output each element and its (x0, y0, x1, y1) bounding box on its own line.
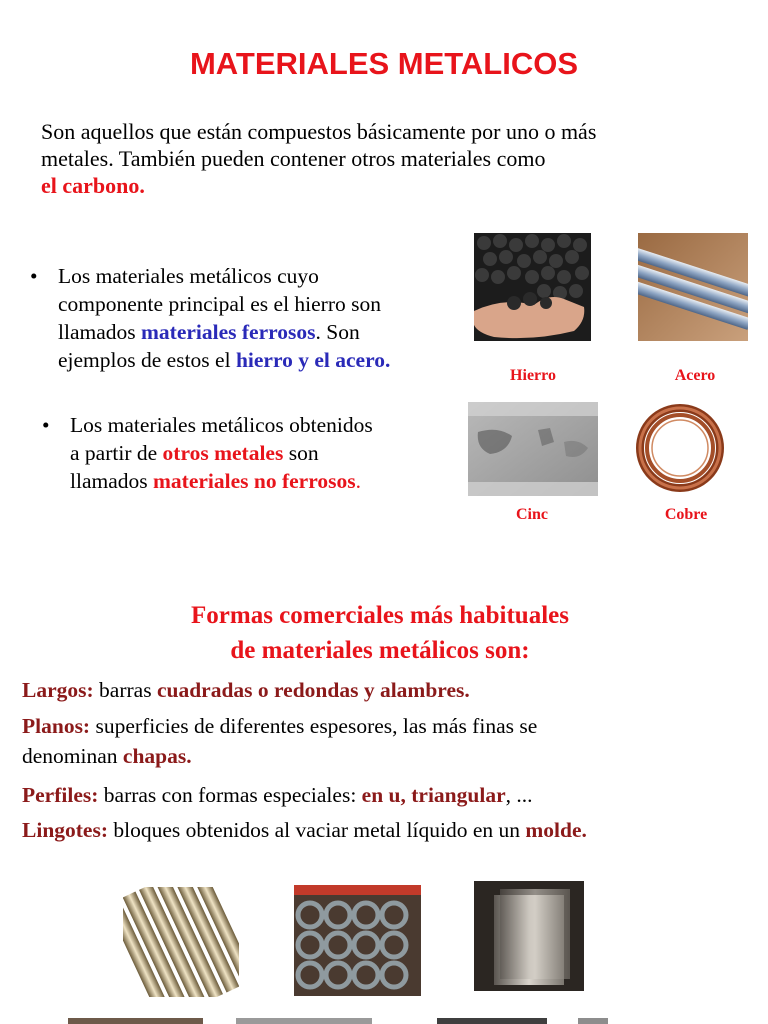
iron-photo (474, 233, 591, 341)
ferrous-term: materiales ferrosos (141, 320, 316, 344)
profiles-photo (236, 1018, 372, 1024)
form-text: superficies de diferentes espesores, las más finas se (90, 714, 538, 738)
bullet-ferrous (30, 262, 468, 374)
bullet-dot: • (30, 264, 38, 288)
tubes-photo (123, 887, 239, 997)
form-label: Planos: (22, 714, 91, 738)
form-row-planos (22, 711, 752, 771)
page-title: MATERIALES METALICOS (189, 46, 579, 81)
extra-photo (578, 1018, 608, 1024)
sheet-metal-photo (474, 881, 584, 991)
form-tail: , ... (505, 783, 533, 807)
form-emphasis: molde. (525, 818, 587, 842)
caption-zinc: Cinc (516, 506, 548, 523)
wire-coils-photo (294, 885, 421, 996)
bullet-ferrous-line-3-post: . Son (315, 320, 360, 344)
caption-steel: Acero (674, 367, 716, 384)
form-row-lingotes (22, 815, 752, 845)
form-row-largos (22, 675, 752, 705)
forms-heading-line-1: Formas comerciales más habituales (191, 602, 569, 629)
bullet-dot: • (42, 413, 50, 437)
caption-iron: Hierro (510, 367, 556, 384)
form-label: Lingotes: (22, 818, 108, 842)
bullet-nonferrous-line-3-pre: llamados (70, 469, 153, 493)
ingot-photo (68, 1018, 203, 1024)
bullet-nonferrous-line-2-post: son (283, 441, 319, 465)
form-label: Perfiles: (22, 783, 99, 807)
form-row-perfiles (22, 780, 752, 810)
bullet-ferrous-line-4-pre: ejemplos de estos el (58, 348, 236, 372)
bars-photo (437, 1018, 547, 1024)
intro-highlight: el carbono. (41, 173, 145, 198)
other-metals-term: otros metales (162, 441, 284, 465)
bullet-ferrous-line-3-pre: llamados (58, 320, 141, 344)
intro-line-2: metales. También pueden contener otros materiales como (41, 146, 546, 171)
ferrous-examples: hierro y el acero. (235, 348, 391, 372)
form-text: bloques obtenidos al vaciar metal líquido en un (108, 818, 526, 842)
intro-line-1: Son aquellos que están compuestos básicamente por uno o más (41, 119, 597, 144)
bullet-nonferrous-line-3-post: . (355, 469, 361, 493)
forms-heading-line-2: de materiales metálicos son: (230, 637, 530, 664)
bullet-nonferrous-line-2-pre: a partir de (70, 441, 163, 465)
form-emphasis: cuadradas o redondas y alambres. (156, 678, 470, 702)
form-text-2: denominan (22, 744, 123, 768)
form-label: Largos: (22, 678, 94, 702)
forms-heading (0, 598, 760, 668)
steel-photo (638, 233, 748, 341)
nonferrous-term: materiales no ferrosos (153, 469, 356, 493)
bullet-ferrous-line-1: Los materiales metálicos cuyo (58, 264, 319, 288)
bullet-nonferrous-line-1: Los materiales metálicos obtenidos (70, 413, 373, 437)
form-emphasis: chapas. (122, 744, 192, 768)
bullet-nonferrous (42, 411, 450, 495)
form-emphasis: en u, triangular (361, 783, 506, 807)
form-text: barras (93, 678, 157, 702)
caption-copper: Cobre (664, 506, 708, 523)
bullet-ferrous-line-2: componente principal es el hierro son (58, 292, 381, 316)
copper-photo (632, 402, 728, 494)
form-text: barras con formas especiales: (98, 783, 362, 807)
intro-paragraph (41, 118, 721, 199)
zinc-photo (468, 402, 598, 496)
